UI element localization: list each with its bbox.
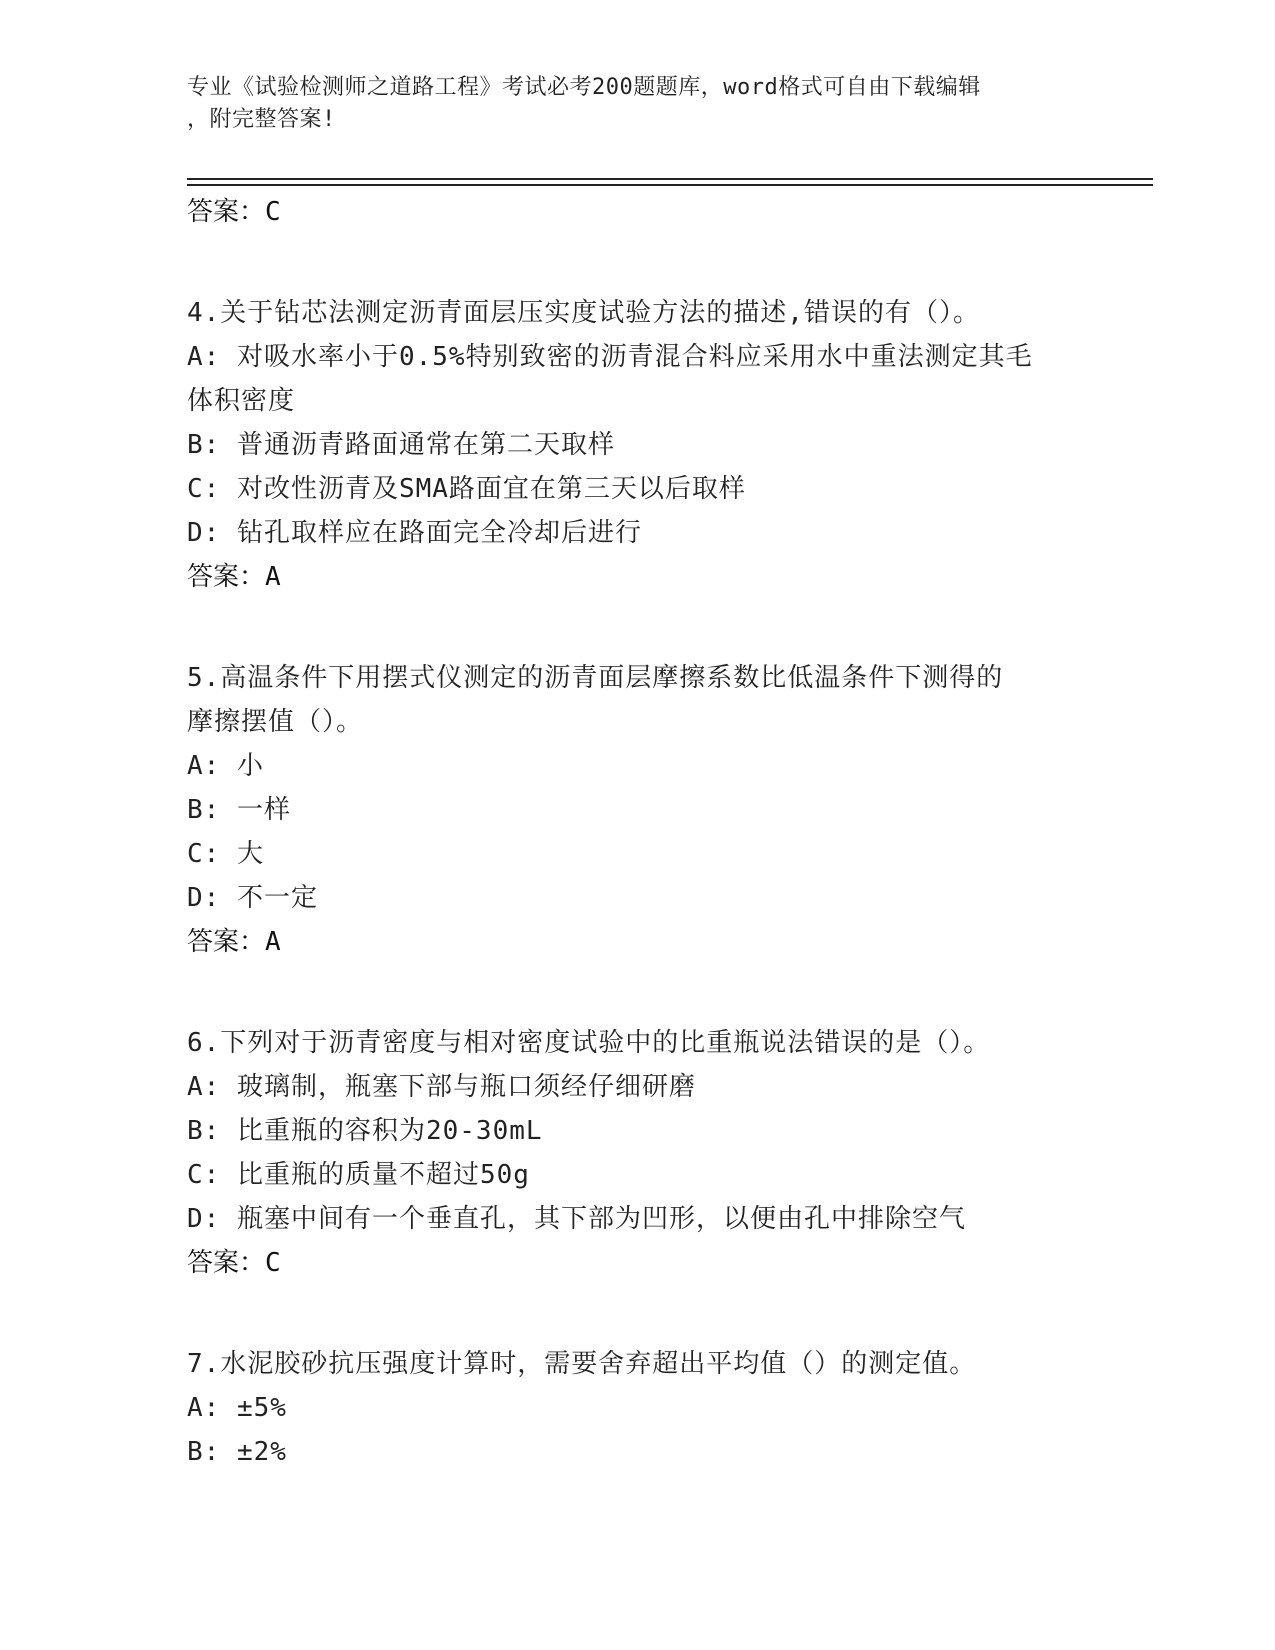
question-stem: 5.高温条件下用摆式仪测定的沥青面层摩擦系数比低温条件下测得的 (187, 663, 1004, 693)
question-list (187, 190, 1087, 1474)
document-header (187, 72, 1087, 136)
option-a: A: 玻璃制，瓶塞下部与瓶口须经仔细研磨 (187, 1072, 696, 1102)
option-b: B: 比重瓶的容积为20-30mL (187, 1116, 543, 1146)
answer-label: 答案： (187, 1248, 266, 1278)
spacer (187, 964, 1087, 1021)
answer-label: 答案： (187, 562, 266, 592)
question-4 (187, 291, 1087, 555)
option-d: D: 瓶塞中间有一个垂直孔，其下部为凹形，以便由孔中排除空气 (187, 1204, 966, 1234)
header-divider-bottom (187, 184, 1153, 186)
option-b: B: ±2% (187, 1437, 287, 1467)
option-a: A: 小 (187, 751, 264, 781)
option-a-continued: 体积密度 (187, 386, 296, 416)
question-4-answer (187, 555, 1087, 599)
option-a: A: 对吸水率小于0.5%特别致密的沥青混合料应采用水中重法测定其毛 (187, 342, 1033, 372)
answer-value: A (265, 562, 281, 592)
header-divider-top (187, 178, 1153, 180)
answer-label: 答案： (187, 927, 266, 957)
header-line-2: ，附完整答案! (187, 107, 336, 132)
previous-answer (187, 190, 1087, 234)
question-7 (187, 1342, 1087, 1474)
option-b: B: 一样 (187, 795, 291, 825)
option-b: B: 普通沥青路面通常在第二天取样 (187, 430, 615, 460)
question-stem-continued: 摩擦摆值（）。 (187, 707, 364, 737)
question-6-answer (187, 1241, 1087, 1285)
option-c: C: 对改性沥青及SMA路面宜在第三天以后取样 (187, 474, 746, 504)
option-c: C: 比重瓶的质量不超过50g (187, 1160, 530, 1190)
question-5 (187, 656, 1087, 920)
spacer (187, 1285, 1087, 1342)
answer-value: C (265, 197, 281, 227)
option-d: D: 不一定 (187, 883, 318, 913)
answer-label: 答案： (187, 197, 266, 227)
question-stem: 7.水泥胶砂抗压强度计算时，需要舍弃超出平均值（）的测定值。 (187, 1349, 977, 1379)
spacer (187, 234, 1087, 291)
question-stem: 6.下列对于沥青密度与相对密度试验中的比重瓶说法错误的是（）。 (187, 1028, 991, 1058)
answer-value: C (265, 1248, 281, 1278)
header-line-1: 专业《试验检测师之道路工程》考试必考200题题库，word格式可自由下载编辑 (187, 75, 981, 100)
question-stem: 4.关于钻芯法测定沥青面层压实度试验方法的描述,错误的有（）。 (187, 298, 980, 328)
question-6 (187, 1021, 1087, 1241)
spacer (187, 599, 1087, 656)
question-5-answer (187, 920, 1087, 964)
option-d: D: 钻孔取样应在路面完全冷却后进行 (187, 518, 642, 548)
option-c: C: 大 (187, 839, 264, 869)
option-a: A: ±5% (187, 1393, 287, 1423)
answer-value: A (265, 927, 281, 957)
